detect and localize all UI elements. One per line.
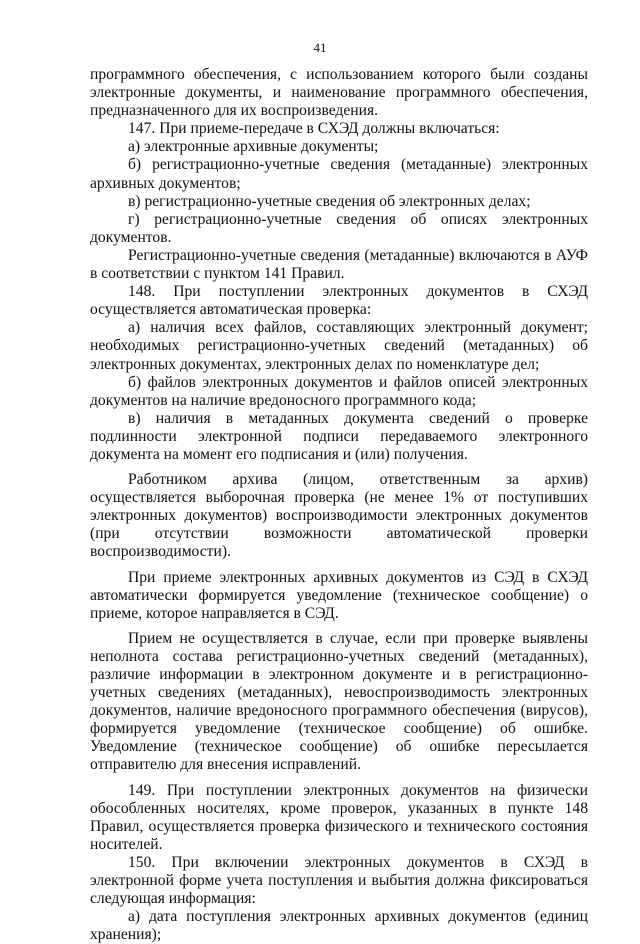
page-number: 41 xyxy=(313,40,327,55)
paragraph-check-a: а) наличия всех файлов, составляющих электронный документ; необходимых регистрационно-учетных сведений (метаданных) об электронных документах, электронных делах по номенклатуре дел; xyxy=(90,319,588,373)
paragraph-item-b: б) регистрационно-учетные сведения (метаданные) электронных архивных документов; xyxy=(90,156,588,192)
paragraph-info-a: а) дата поступления электронных архивных документов (единиц хранения); xyxy=(90,908,588,944)
paragraph-item-v: в) регистрационно-учетные сведения об электронных делах; xyxy=(128,192,531,210)
paragraph-clause-148: 148. При поступлении электронных документов в СХЭД осуществляется автоматическая проверка: xyxy=(90,283,588,319)
paragraph-continuation: программного обеспечения, с использованием которого были созданы электронные документы, и наименование программного обеспечения, предназначенного для их воспроизведения. xyxy=(90,66,588,120)
paragraph-clause-150: 150. При включении электронных документов в СХЭД в электронной форме учета поступления и выбытия должна фиксироваться следующая информация: xyxy=(90,853,588,908)
paragraph-item-g: г) регистрационно-учетные сведения об описях электронных документов. xyxy=(90,210,588,246)
paragraph-check-b: б) файлов электронных документов и файлов описей электронных документов на наличие вредоносного программного кода; xyxy=(90,373,588,409)
paragraph-item-a: а) электронные архивные документы; xyxy=(128,138,379,156)
paragraph-selective-check: Работником архива (лицом, ответственным за архив) осуществляется выборочная проверка (не менее 1% от поступивших электронных документов) воспроизводимости электронных документов (при отсутствии возможности автоматической проверки воспроизводимости). xyxy=(90,471,588,561)
paragraph-rejection: Прием не осуществляется в случае, если при проверке выявлены неполнота состава регистрационно-учетных сведений (метаданных), различие информации в электронном документе и в регистрационно-учетных сведениях (метаданных), невоспроизводимость электронных документов, наличие вредоносного программного обеспечения (вирусов), формируется уведомление (техническое сообщение) об ошибке. Уведомление (техническое сообщение) об ошибке пересылается отправителю для внесения исправлений. xyxy=(90,629,588,774)
paragraph-clause-147: 147. При приеме-передаче в СХЭД должны включаться: xyxy=(128,120,500,138)
paragraph-check-v: в) наличия в метаданных документа сведений о проверке подлинности электронной подписи передаваемого электронного документа на момент его подписания и (или) получения. xyxy=(90,409,588,463)
paragraph-metadata-auf: Регистрационно-учетные сведения (метаданные) включаются в АУФ в соответствии с пунктом 141 Правил. xyxy=(90,246,588,283)
document-body xyxy=(90,66,588,944)
paragraph-receipt-notice: При приеме электронных архивных документов из СЭД в СХЭД автоматически формируется уведомление (техническое сообщение) о приеме, которое направляется в СЭД. xyxy=(90,568,588,622)
paragraph-clause-149: 149. При поступлении электронных документов на физически обособленных носителях, кроме проверок, указанных в пункте 148 Правил, осуществляется проверка физического и технического состояния носителей. xyxy=(90,781,588,853)
